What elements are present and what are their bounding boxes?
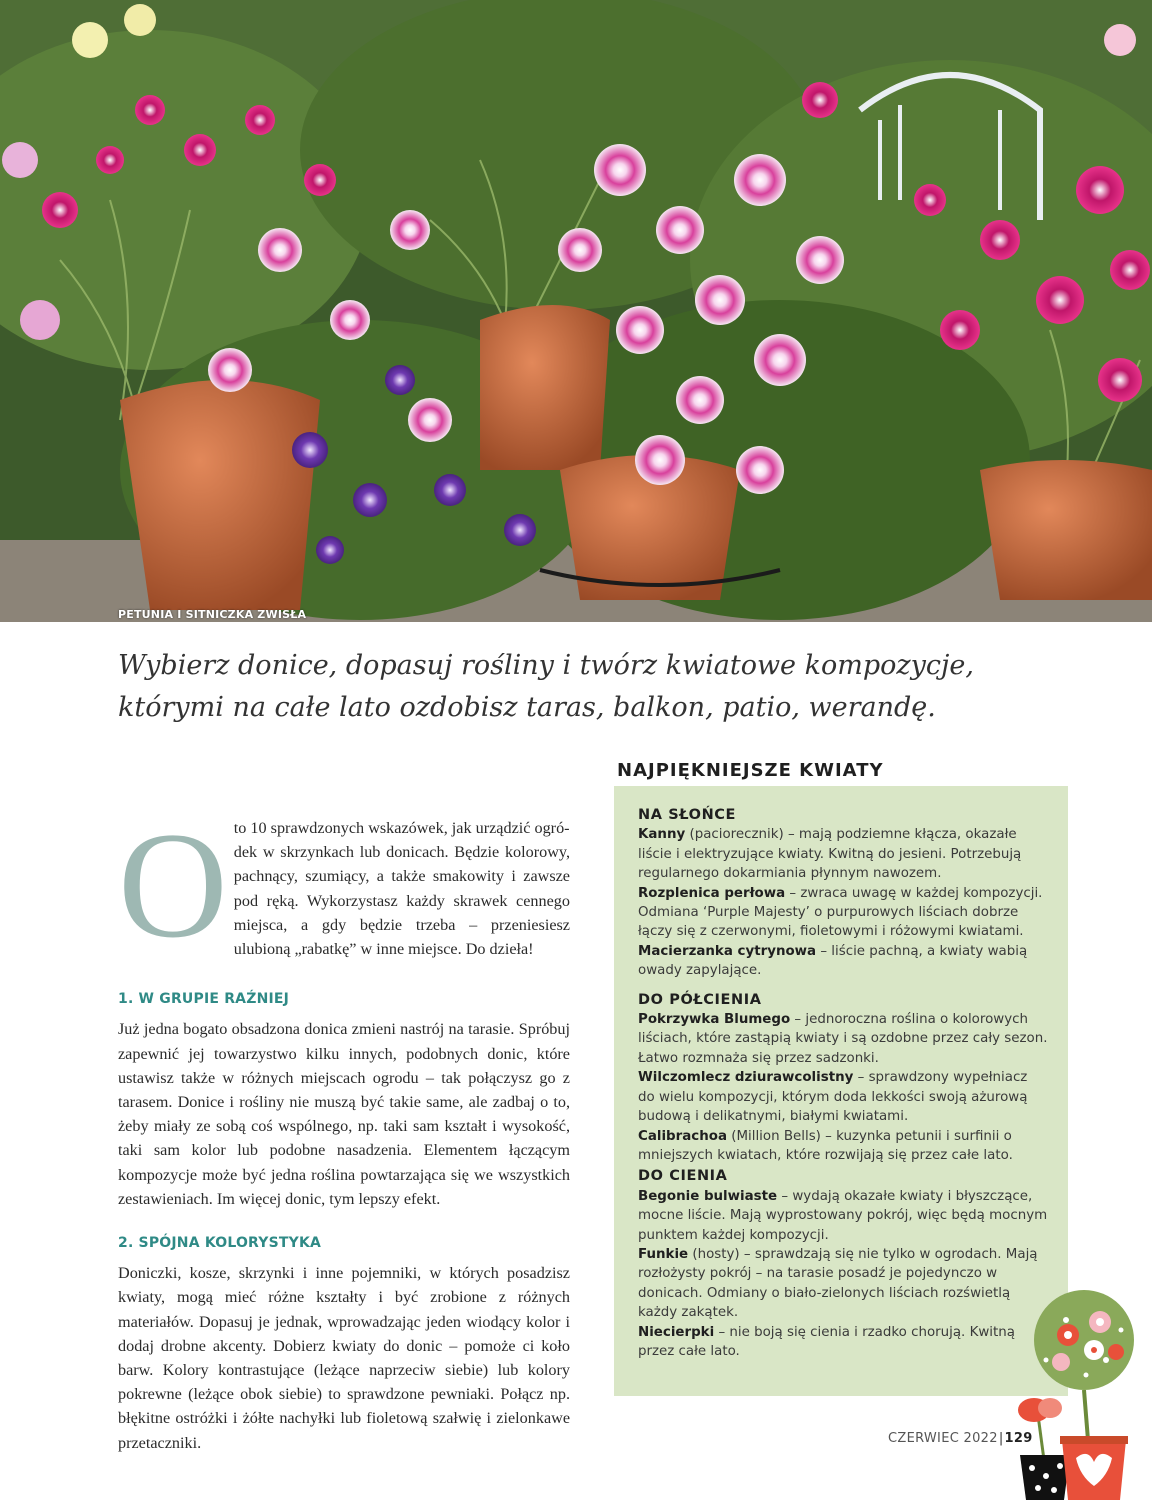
plant-name: Begonie bulwiaste [638, 1188, 778, 1204]
plant-desc: – nie boją się cienia i rzadko chorują. Kwitną przez całe lato. [638, 1324, 1015, 1359]
dropcap: O [118, 801, 228, 969]
intro-paragraph [118, 801, 570, 969]
plant-name: Kanny [638, 827, 686, 843]
intro-text: dek w skrzynkach lub donicach. Będzie kolorowy, pachnący, szumiący, a także smakowity i zawsze pod ręką. Wykorzystasz każdy skrawek cennego miejsca, a gdy będzie trzeba – przeniesiesz ulubioną „rabatkę” w inne miejsce. Do dzieła! [233, 843, 570, 959]
page-folio [888, 1431, 1033, 1446]
plant-desc: (paciorecznik) – mają podziemne kłącza, okazałe liście i elektryzujące kwiaty. Kwitną do jesieni. Potrzebują regularnego dokarmiania płynnym nawozem. [638, 827, 1022, 882]
section-heading-2: 2. SPÓJNA KOLORYSTYKA [118, 1235, 322, 1252]
sidebar-box [614, 786, 1068, 1396]
sidebar-heading-sun: NA SŁOŃCE [638, 807, 737, 823]
lead-paragraph: Wybierz donice, dopasuj rośliny i twórz kwiatowe kompozycje, którymi na całe lato ozdobisz taras, balkon, patio, werandę. [118, 650, 974, 723]
section-heading-1: 1. W GRUPIE RAŹNIEJ [118, 991, 290, 1008]
plant-desc: – liście pachną, a kwiaty wabią owady zapylające. [638, 943, 1028, 979]
sidebar-entry [638, 1245, 1048, 1323]
article-body [118, 780, 570, 1475]
photo-caption: PETUNIA I SITNICZKA ZWISŁA [118, 608, 307, 621]
sidebar-entry [638, 1068, 1048, 1126]
plant-desc: (Million Bells) – kuzynka petunii i surfinii o mniejszych kwiatach, które rozwijają się przez całe lato. [638, 1128, 1013, 1163]
plant-desc: (hosty) – sprawdzają się nie tylko w ogrodach. Mają rozłożysty pokrój – na tarasie posadź je pojedynczo w donicach. Odmiany o biało-zielonych liściach rozświetlą każdy zakątek. [638, 1246, 1038, 1321]
plant-name: Niecierpki [638, 1324, 715, 1340]
sidebar-entry [638, 1187, 1048, 1245]
section-body-1: Już jedna bogato obsadzona donica zmieni nastrój na tarasie. Spróbuj zapewnić jej towarzystwo kilku innych, podobnych donic, które ustawisz także w różnych miejscach ogrodu – tak połączysz go z tarasem. Donice i rośliny nie muszą być takie same, ale zadbaj o to, żeby miały ze sobą coś wspólnego, np. taki sam kształt i wysokość, taki sam kolor lub podobne nasadzenia. Elementem łączącym kompozycje może być jedna roślina powtarzająca się we wszystkich zestawieniach. Im więcej donic, tym lepszy efekt. [118, 1020, 570, 1208]
hero-photo [0, 0, 1152, 622]
page-number: 129 [1004, 1431, 1033, 1446]
sidebar-title: NAJPIĘKNIEJSZE KWIATY [617, 760, 884, 781]
sidebar-heading-halfshade: DO PÓŁCIENIA [638, 991, 762, 1008]
intro-first-line: to 10 sprawdzonych wskazówek, jak urządzić ogró- [233, 819, 570, 837]
sidebar-heading-shade: DO CIENIA [638, 1168, 728, 1185]
sidebar-entry [638, 1127, 1048, 1166]
plant-name: Calibrachoa [638, 1128, 727, 1144]
flower-pots-photo [0, 0, 1152, 622]
plant-name: Rozplenica perłowa [638, 885, 786, 901]
sidebar-entry [638, 1010, 1048, 1068]
plant-desc: – wydają okazałe kwiaty i błyszczące, mocne liście. Mają wyprostowany pokrój, więc będą mocnym punktem każdej kompozycji. [638, 1188, 1048, 1243]
sidebar-entry [638, 1323, 1048, 1362]
plant-desc: – jednoroczna roślina o kolorowych liściach, które zastąpią kwiaty i są ozdobne przez cały sezon. Łatwo rozmnaża się przez sadzonki. [638, 1012, 1048, 1066]
sidebar-entry [638, 884, 1048, 942]
section-body-2: Doniczki, kosze, skrzynki i inne pojemniki, w których posadzisz kwiaty, mogą mieć różne kształty i być zrobione z różnych materiałów. Dopasuj je jednak, wprowadzając jeden wiodący kolor i dodaj drobne akcenty. Dobierz kwiaty do donic – pomoże ci koło barw. Kolory kontrastujące (leżące naprzeciw siebie) lub kolory pokrewne (leżące obok siebie) to sprawdzone pewniaki. Połącz np. błękitne ostróżki i żółte nachyłki lub fioletową szałwię i zielonkawe przetaczniki. [118, 1264, 570, 1452]
folio-separator: | [998, 1431, 1004, 1446]
sidebar-entry [638, 942, 1048, 981]
plant-desc: – sprawdzony wypełniacz do wielu kompozycji, którym doda lekkości swoją ażurową budową i delikatnymi, białymi kwiatami. [638, 1070, 1028, 1125]
plant-name: Macierzanka cytrynowa [638, 943, 817, 959]
plant-name: Funkie [638, 1246, 689, 1262]
sidebar-entry [638, 825, 1048, 883]
potted-flowers-illustration [1016, 1290, 1152, 1504]
plant-desc: – zwraca uwagę w każdej kompozycji. Odmiana ‘Purple Majesty’ o purpurowych liściach dobrze łączy się z czerwonymi, fioletowymi i różowymi kwiatami. [638, 885, 1043, 940]
plant-name: Pokrzywka Blumego [638, 1012, 791, 1028]
plant-name: Wilczomlecz dziurawcolistny [638, 1070, 854, 1086]
issue-label: CZERWIEC 2022 [888, 1431, 998, 1446]
